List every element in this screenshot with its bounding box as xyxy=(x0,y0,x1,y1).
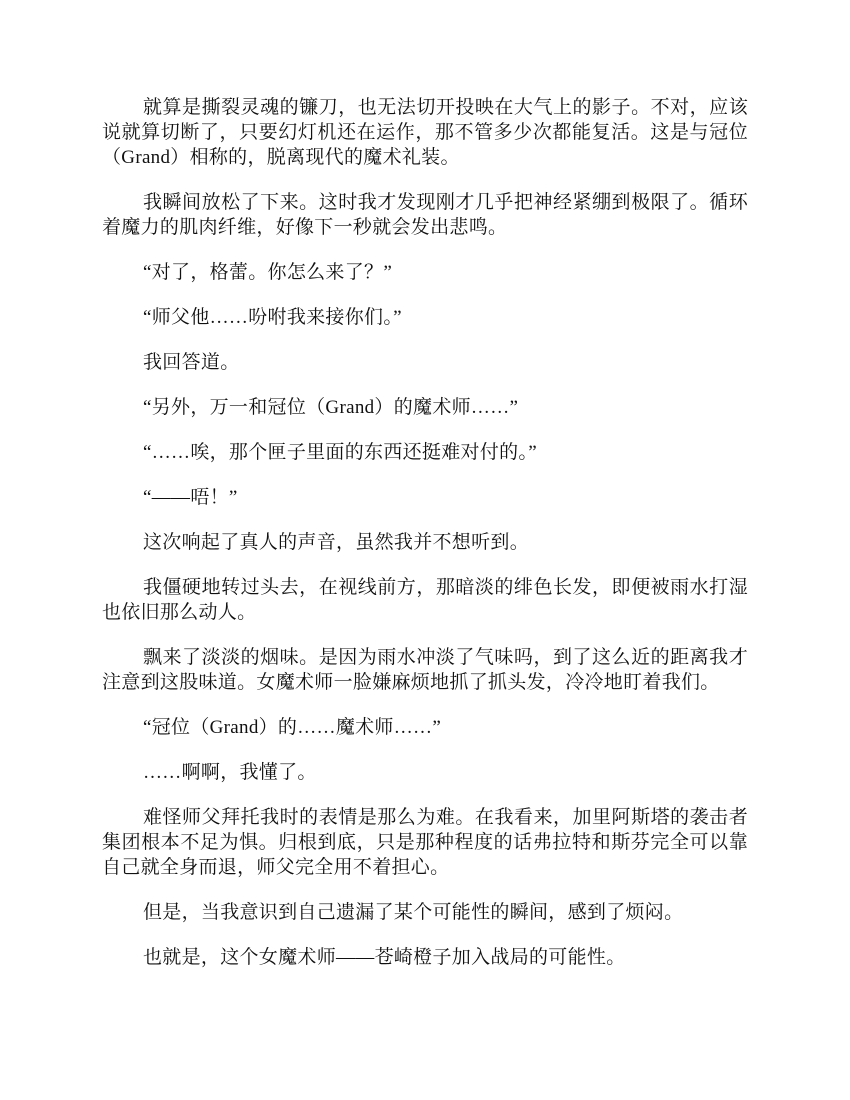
paragraph: 我回答道。 xyxy=(143,352,240,373)
paragraph: 也就是，这个女魔术师——苍崎橙子加入战局的可能性。 xyxy=(143,947,626,968)
paragraph: 但是，当我意识到自己遗漏了某个可能性的瞬间，感到了烦闷。 xyxy=(143,902,684,923)
paragraph: “另外，万一和冠位（Grand）的魔术师……” xyxy=(143,397,519,418)
paragraph: 难怪师父拜托我时的表情是那么为难。在我看来，加里阿斯塔的袭击者集团根本不足为惧。归根到底，只是那种程度的话弗拉特和斯芬完全可以靠自己就全身而退，师父完全用不着担心。 xyxy=(102,807,748,878)
paragraph: 飘来了淡淡的烟味。是因为雨水冲淡了气味吗，到了这么近的距离我才注意到这股味道。女魔术师一脸嫌麻烦地抓了抓头发，冷冷地盯着我们。 xyxy=(102,647,748,693)
paragraph: 这次响起了真人的声音，虽然我并不想听到。 xyxy=(143,532,530,553)
paragraph: “冠位（Grand）的……魔术师……” xyxy=(143,717,442,738)
paragraph: 我僵硬地转过头去，在视线前方，那暗淡的绯色长发，即便被雨水打湿也依旧那么动人。 xyxy=(102,577,748,623)
paragraph: 就算是撕裂灵魂的镰刀，也无法切开投映在大气上的影子。不对，应该说就算切断了，只要幻灯机还在运作，那不管多少次都能复活。这是与冠位（Grand）相称的，脱离现代的魔术礼装。 xyxy=(102,97,748,168)
paragraph: “——唔！” xyxy=(143,487,238,508)
paragraph: ……啊啊，我懂了。 xyxy=(143,762,317,783)
paragraph: “……唉，那个匣子里面的东西还挺难对付的。” xyxy=(143,442,537,463)
paragraph: “对了，格蕾。你怎么来了？” xyxy=(143,262,393,283)
document-page xyxy=(102,95,748,990)
paragraph: “师父他……吩咐我来接你们。” xyxy=(143,307,402,328)
paragraph: 我瞬间放松了下来。这时我才发现刚才几乎把神经紧绷到极限了。循环着魔力的肌肉纤维，好像下一秒就会发出悲鸣。 xyxy=(102,192,748,238)
